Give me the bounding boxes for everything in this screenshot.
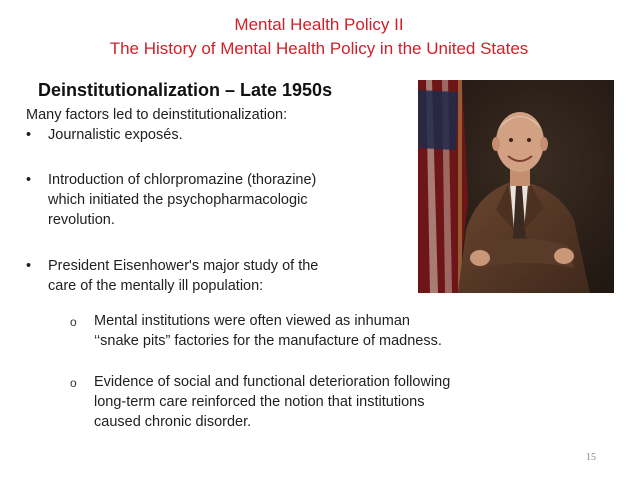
sub-bullet-1-line-2: ‘‘snake pits” factories for the manufacture of madness. — [94, 333, 442, 349]
bullet-2-line-3: revolution. — [48, 212, 115, 228]
page-number: 15 — [586, 452, 596, 463]
sub-bullet-marker: o — [70, 376, 77, 390]
sub-bullet-2-line-2: long-term care reinforced the notion that institutions — [94, 394, 425, 410]
bullet-1-line-1: Journalistic exposés. — [48, 127, 183, 143]
bullet-3-line-2: care of the mentally ill population: — [48, 278, 264, 294]
eisenhower-portrait-photo — [418, 80, 614, 293]
bullet-marker: • — [26, 258, 32, 274]
sub-bullet-2-line-1: Evidence of social and functional deterioration following — [94, 374, 451, 390]
sub-bullet-1-line-1: Mental institutions were often viewed as inhuman — [94, 313, 410, 329]
section-subheading: Deinstitutionalization – Late 1950s — [38, 80, 333, 100]
bullet-marker: • — [26, 172, 32, 188]
bullet-2-line-2: which initiated the psychopharmacologic — [48, 192, 308, 208]
bullet-marker: • — [26, 127, 32, 143]
slide-title-line-1: Mental Health Policy II — [234, 15, 404, 34]
sub-bullet-2-line-3: caused chronic disorder. — [94, 414, 252, 430]
bullet-3-line-1: President Eisenhower's major study of the — [48, 258, 319, 274]
sub-bullet-marker: o — [70, 315, 77, 329]
bullet-2-line-1: Introduction of chlorpromazine (thorazine) — [48, 172, 317, 188]
slide-title-line-2: The History of Mental Health Policy in the United States — [109, 39, 529, 58]
intro-text: Many factors led to deinstitutionalization: — [26, 107, 288, 123]
